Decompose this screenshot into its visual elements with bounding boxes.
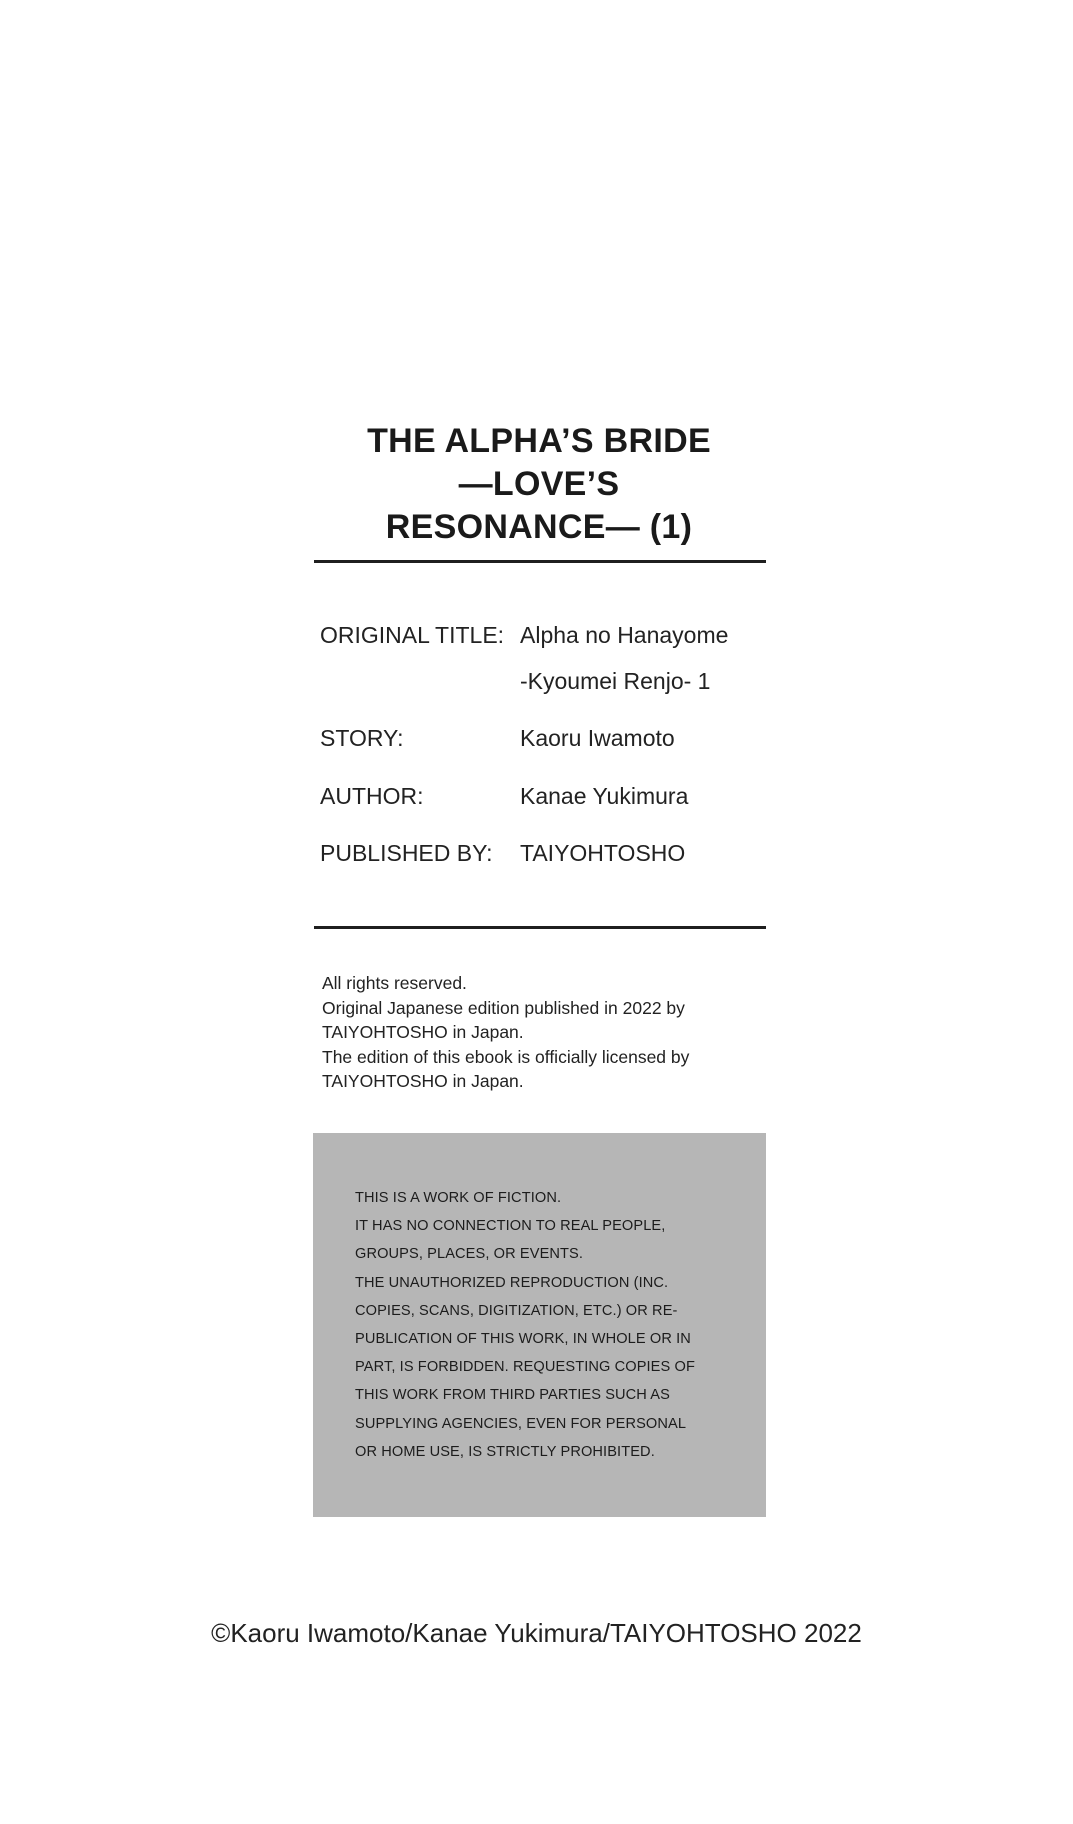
rights-line-4: The edition of this ebook is officially licensed by [322,1046,690,1067]
rights-line-1: All rights reserved. [322,973,467,993]
fiction-notice-text [355,1184,695,1466]
original-title-label: ORIGINAL TITLE: [320,622,505,648]
notice-line-6: PUBLICATION OF THIS WORK, IN WHOLE OR IN [355,1331,691,1348]
rights-line-5: TAIYOHTOSHO in Japan. [322,1071,524,1091]
title-line-1: THE ALPHA’S BRIDE [367,422,711,460]
notice-line-7: PART, IS FORBIDDEN. REQUESTING COPIES OF [355,1359,695,1376]
notice-line-3: GROUPS, PLACES, OR EVENTS. [355,1246,584,1263]
fiction-notice-box [313,1133,766,1517]
publisher-label: PUBLISHED BY: [320,840,493,866]
rights-line-2: Original Japanese edition published in 2022 by [322,997,685,1018]
book-title [314,420,764,549]
notice-line-4: THE UNAUTHORIZED REPRODUCTION (INC. [355,1274,669,1291]
notice-line-2: IT HAS NO CONNECTION TO REAL PEOPLE, [355,1218,666,1235]
notice-line-10: OR HOME USE, IS STRICTLY PROHIBITED. [355,1443,655,1460]
notice-line-1: THIS IS A WORK OF FICTION. [355,1190,562,1206]
rights-line-3: TAIYOHTOSHO in Japan. [322,1022,524,1042]
divider-top [314,560,766,563]
publisher-value: TAIYOHTOSHO [520,840,686,866]
divider-bottom [314,926,766,929]
title-line-2: —LOVE’S [458,465,620,503]
author-label: AUTHOR: [320,783,424,809]
notice-line-8: THIS WORK FROM THIRD PARTIES SUCH AS [355,1387,670,1404]
copyright-line: ©Kaoru Iwamoto/Kanae Yukimura/TAIYOHTOSHO 2022 [211,1618,862,1648]
notice-line-9: SUPPLYING AGENCIES, EVEN FOR PERSONAL [355,1415,687,1432]
original-title-value-line2: -Kyoumei Renjo- 1 [520,668,711,694]
notice-line-5: COPIES, SCANS, DIGITIZATION, ETC.) OR RE- [355,1302,678,1319]
story-value: Kaoru Iwamoto [520,725,675,751]
original-title-value-line1: Alpha no Hanayome [520,622,729,648]
story-label: STORY: [320,725,404,751]
rights-statement [322,971,762,1094]
author-value: Kanae Yukimura [520,783,689,809]
title-line-3: RESONANCE— (1) [385,508,693,546]
